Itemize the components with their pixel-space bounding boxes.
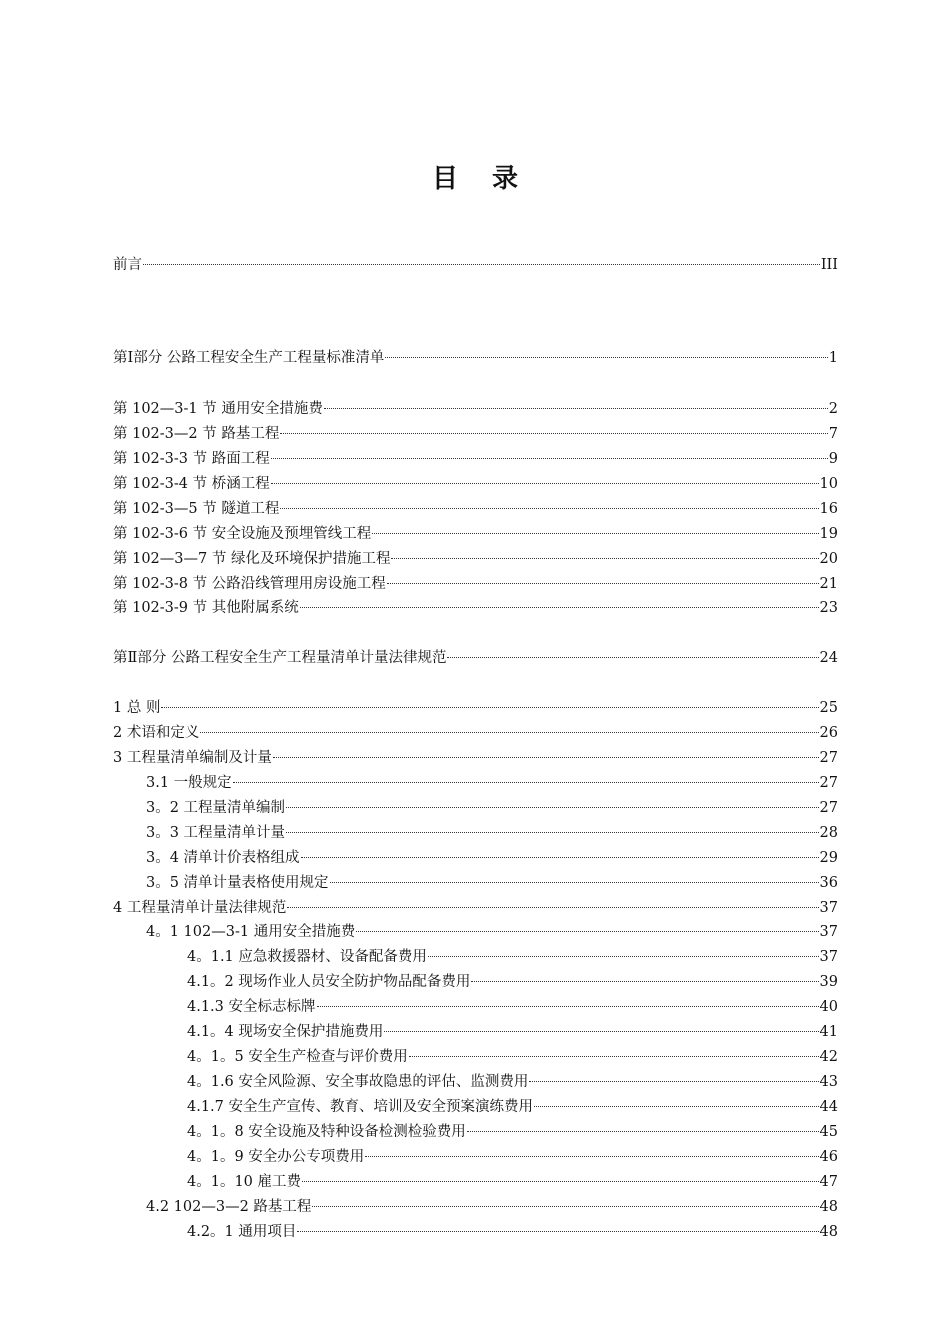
toc-entry-title: 第 102-3-6 节 安全设施及预埋管线工程	[113, 526, 372, 542]
dot-leader	[356, 931, 818, 932]
toc-entry[interactable]	[113, 448, 838, 470]
dot-leader	[384, 1031, 818, 1032]
toc-entry-page: 24	[819, 650, 838, 666]
toc-entry[interactable]	[113, 423, 838, 445]
dot-leader	[280, 433, 827, 434]
toc-entry-title: 4。1.6 安全风险源、安全事故隐患的评估、监测费用	[187, 1074, 529, 1090]
dot-leader	[297, 1231, 818, 1232]
dot-leader	[529, 1081, 818, 1082]
toc-entry-title: 4。1。8 安全设施及特种设备检测检验费用	[187, 1124, 466, 1140]
title-char-2: 录	[492, 164, 519, 194]
toc-entry-page: 28	[819, 825, 838, 841]
toc-entry-page: 23	[819, 600, 838, 616]
toc-entry-page: 16	[819, 501, 838, 517]
dot-leader	[372, 533, 818, 534]
toc-entry-page: 27	[819, 750, 838, 766]
dot-leader	[312, 1206, 818, 1207]
toc-entry[interactable]	[113, 347, 838, 369]
toc-entry[interactable]	[113, 697, 838, 719]
dot-leader	[534, 1106, 819, 1107]
toc-entry[interactable]	[113, 1171, 838, 1193]
dot-leader	[287, 907, 818, 908]
toc-entry[interactable]	[113, 1121, 838, 1143]
toc-entry[interactable]	[113, 597, 838, 619]
toc-entry-page: 10	[819, 476, 838, 492]
toc-entry[interactable]	[113, 747, 838, 769]
toc-entry-title: 3。3 工程量清单计量	[146, 825, 286, 841]
dot-leader	[286, 832, 818, 833]
toc-entry-page: 9	[828, 451, 838, 467]
dot-leader	[471, 981, 818, 982]
toc-entry-title: 3。5 清单计量表格使用规定	[146, 875, 329, 891]
toc-entry-page: III	[820, 257, 838, 273]
toc-entry-title: 3 工程量清单编制及计量	[113, 750, 272, 766]
toc-entry[interactable]	[113, 473, 838, 495]
toc-entry-title: 4.1.3 安全标志标牌	[187, 999, 316, 1015]
toc-entry-page: 36	[819, 875, 838, 891]
toc-entry-page: 43	[819, 1074, 838, 1090]
toc-entry-page: 40	[819, 999, 838, 1015]
toc-entry-page: 7	[828, 426, 838, 442]
toc-entry[interactable]	[113, 946, 838, 968]
toc-entry-title: 4。1 102—3-1 通用安全措施费	[146, 924, 356, 940]
dot-leader	[409, 1056, 819, 1057]
toc-entry-page: 26	[819, 725, 838, 741]
toc-entry-page: 1	[828, 350, 838, 366]
toc-entry-title: 4。1.1 应急救援器材、设备配备费用	[187, 949, 427, 965]
toc-entry[interactable]	[113, 971, 838, 993]
dot-leader	[365, 1156, 818, 1157]
dot-leader	[391, 558, 818, 559]
toc-entry-title: 第 102-3—5 节 隧道工程	[113, 501, 280, 517]
toc-entry-title: 4.1.7 安全生产宣传、教育、培训及安全预案演练费用	[187, 1099, 534, 1115]
toc-entry-page: 29	[819, 850, 838, 866]
toc-entry-page: 20	[819, 551, 838, 567]
toc-entry[interactable]	[113, 1021, 838, 1043]
toc-entry-page: 46	[819, 1149, 838, 1165]
toc-entry-title: 4。1。10 雇工费	[187, 1174, 302, 1190]
toc-entry-page: 37	[819, 924, 838, 940]
toc-entry-title: 4 工程量清单计量法律规范	[113, 900, 287, 916]
toc-entry[interactable]	[113, 1071, 838, 1093]
dot-leader	[280, 508, 818, 509]
dot-leader	[271, 483, 819, 484]
toc-entry-title: 4.2 102—3—2 路基工程	[146, 1199, 312, 1215]
toc-entry[interactable]	[113, 847, 838, 869]
toc-entry[interactable]	[113, 797, 838, 819]
dot-leader	[387, 583, 819, 584]
toc-entry[interactable]	[113, 254, 838, 276]
toc-entry-page: 47	[819, 1174, 838, 1190]
toc-entry[interactable]	[113, 1196, 838, 1218]
dot-leader	[385, 357, 827, 358]
dot-leader	[300, 607, 819, 608]
toc-entry[interactable]	[113, 548, 838, 570]
dot-leader	[317, 1006, 819, 1007]
toc-entry-page: 19	[819, 526, 838, 542]
toc-entry-page: 2	[828, 401, 838, 417]
toc-entry[interactable]	[113, 1146, 838, 1168]
toc-entry-title: 第 102—3—7 节 绿化及环境保护措施工程	[113, 551, 391, 567]
toc-entry[interactable]	[113, 523, 838, 545]
toc-entry-title: 第Ⅰ部分 公路工程安全生产工程量标准清单	[113, 350, 385, 366]
toc-entry-title: 前言	[113, 257, 142, 273]
toc-entry-page: 44	[819, 1099, 838, 1115]
toc-entry-title: 4。1。9 安全办公专项费用	[187, 1149, 365, 1165]
toc-entry[interactable]	[113, 772, 838, 794]
toc-entry[interactable]	[113, 1221, 838, 1243]
page-title	[0, 158, 950, 195]
toc-entry-title: 第 102-3-8 节 公路沿线管理用房设施工程	[113, 576, 386, 592]
toc-entry-title: 3。4 清单计价表格组成	[146, 850, 300, 866]
dot-leader	[301, 857, 819, 858]
dot-leader	[161, 707, 818, 708]
toc-entry-page: 45	[819, 1124, 838, 1140]
toc-entry-title: 第 102-3-4 节 桥涵工程	[113, 476, 270, 492]
dot-leader	[302, 1181, 819, 1182]
toc-entry-title: 4.1。4 现场安全保护措施费用	[187, 1024, 384, 1040]
toc-entry-page: 37	[819, 949, 838, 965]
toc-entry[interactable]	[113, 897, 838, 919]
toc-entry-page: 37	[819, 900, 838, 916]
toc-entry[interactable]	[113, 872, 838, 894]
toc-entry[interactable]	[113, 996, 838, 1018]
dot-leader	[286, 807, 818, 808]
toc-entry-title: 4.2。1 通用项目	[187, 1224, 297, 1240]
toc-entry-title: 3。2 工程量清单编制	[146, 800, 286, 816]
toc-entry[interactable]	[113, 498, 838, 520]
toc-entry-title: 4。1。5 安全生产检查与评价费用	[187, 1049, 408, 1065]
toc-entry-page: 48	[819, 1199, 838, 1215]
toc-entry-page: 25	[819, 700, 838, 716]
toc-entry[interactable]	[113, 1046, 838, 1068]
toc-entry-page: 27	[819, 800, 838, 816]
dot-leader	[273, 757, 819, 758]
title-char-1: 目	[431, 164, 458, 194]
toc-entry-title: 第 102—3-1 节 通用安全措施费	[113, 401, 323, 417]
dot-leader	[143, 264, 820, 265]
toc-entry-title: 2 术语和定义	[113, 725, 200, 741]
toc-entry-title: 4.1。2 现场作业人员安全防护物品配备费用	[187, 974, 471, 990]
toc-entry-page: 48	[819, 1224, 838, 1240]
toc-entry-page: 21	[819, 576, 838, 592]
toc-entry[interactable]	[113, 647, 838, 669]
toc-entry-title: 第Ⅱ部分 公路工程安全生产工程量清单计量法律规范	[113, 650, 447, 666]
dot-leader	[233, 782, 819, 783]
dot-leader	[428, 956, 819, 957]
toc-entry[interactable]	[113, 1096, 838, 1118]
dot-leader	[330, 882, 819, 883]
toc-entry-title: 1 总 则	[113, 700, 161, 716]
toc-entry-page: 39	[819, 974, 838, 990]
dot-leader	[200, 732, 818, 733]
toc-entry-title: 第 102-3-3 节 路面工程	[113, 451, 270, 467]
toc-entry-title: 第 102-3—2 节 路基工程	[113, 426, 280, 442]
toc-entry-title: 3.1 一般规定	[146, 775, 232, 791]
dot-leader	[271, 458, 828, 459]
dot-leader	[467, 1131, 819, 1132]
toc-entry[interactable]	[113, 921, 838, 943]
toc-entry[interactable]	[113, 398, 838, 420]
toc-entry-page: 27	[819, 775, 838, 791]
dot-leader	[447, 657, 818, 658]
toc-entry-page: 42	[819, 1049, 838, 1065]
toc-entry-page: 41	[819, 1024, 838, 1040]
toc-entry[interactable]	[113, 822, 838, 844]
toc-entry-title: 第 102-3-9 节 其他附属系统	[113, 600, 299, 616]
toc-entry[interactable]	[113, 722, 838, 744]
dot-leader	[324, 408, 828, 409]
toc-entry[interactable]	[113, 573, 838, 595]
